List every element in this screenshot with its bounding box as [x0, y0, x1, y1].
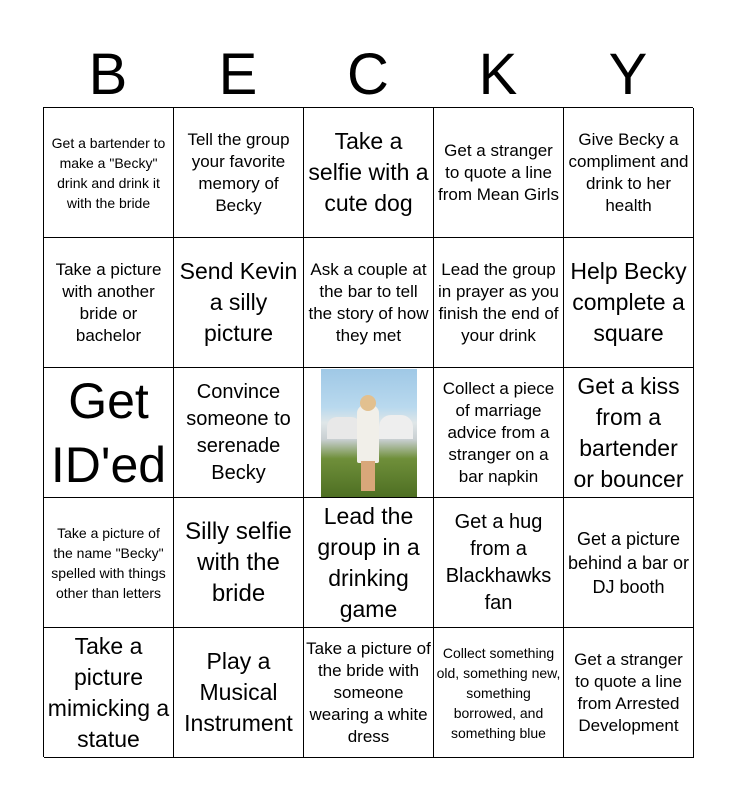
- bingo-cell-r0-c0[interactable]: Get a bartender to make a "Becky" drink and drink it with the bride: [44, 108, 174, 238]
- bingo-cell-r0-c1[interactable]: Tell the group your favorite memory of Becky: [174, 108, 304, 238]
- bingo-cell-r0-c2[interactable]: Take a selfie with a cute dog: [304, 108, 434, 238]
- header-letter-e: E: [218, 42, 258, 107]
- bingo-cell-r3-c1[interactable]: Silly selfie with the bride: [174, 498, 304, 628]
- bingo-cell-r2-c3[interactable]: Collect a piece of marriage advice from a stranger on a bar napkin: [434, 368, 564, 498]
- bingo-cell-r3-c3[interactable]: Get a hug from a Blackhawks fan: [434, 498, 564, 628]
- bingo-cell-r4-c0[interactable]: Take a picture mimicking a statue: [44, 628, 174, 758]
- bingo-cell-r3-c0[interactable]: Take a picture of the name "Becky" spelled with things other than letters: [44, 498, 174, 628]
- bingo-cell-free-space[interactable]: [304, 368, 434, 498]
- bingo-cell-r3-c4[interactable]: Get a picture behind a bar or DJ booth: [564, 498, 694, 628]
- bingo-cell-r1-c2[interactable]: Ask a couple at the bar to tell the story of how they met: [304, 238, 434, 368]
- bingo-cell-r1-c1[interactable]: Send Kevin a silly picture: [174, 238, 304, 368]
- bingo-cell-r0-c4[interactable]: Give Becky a compliment and drink to her health: [564, 108, 694, 238]
- header-letter-b: B: [88, 42, 128, 107]
- bingo-cell-r4-c4[interactable]: Get a stranger to quote a line from Arrested Development: [564, 628, 694, 758]
- header-letter-c: C: [347, 42, 389, 107]
- bingo-cell-r4-c3[interactable]: Collect something old, something new, something borrowed, and something blue: [434, 628, 564, 758]
- bingo-header: [43, 42, 693, 108]
- bingo-cell-r2-c1[interactable]: Convince someone to serenade Becky: [174, 368, 304, 498]
- header-letter-y: Y: [608, 42, 648, 107]
- bingo-cell-r4-c1[interactable]: Play a Musical Instrument: [174, 628, 304, 758]
- bingo-cell-r3-c2[interactable]: Lead the group in a drinking game: [304, 498, 434, 628]
- bingo-cell-r1-c3[interactable]: Lead the group in prayer as you finish the end of your drink: [434, 238, 564, 368]
- bingo-cell-r4-c2[interactable]: Take a picture of the bride with someone wearing a white dress: [304, 628, 434, 758]
- header-letter-k: K: [478, 42, 518, 107]
- bingo-cell-r1-c0[interactable]: Take a picture with another bride or bachelor: [44, 238, 174, 368]
- bingo-grid: [43, 107, 693, 757]
- bingo-cell-r1-c4[interactable]: Help Becky complete a square: [564, 238, 694, 368]
- bingo-cell-r2-c0[interactable]: Get ID'ed: [44, 368, 174, 498]
- bingo-cell-r0-c3[interactable]: Get a stranger to quote a line from Mean Girls: [434, 108, 564, 238]
- photo-of-becky: [321, 369, 417, 497]
- bingo-cell-r2-c4[interactable]: Get a kiss from a bartender or bouncer: [564, 368, 694, 498]
